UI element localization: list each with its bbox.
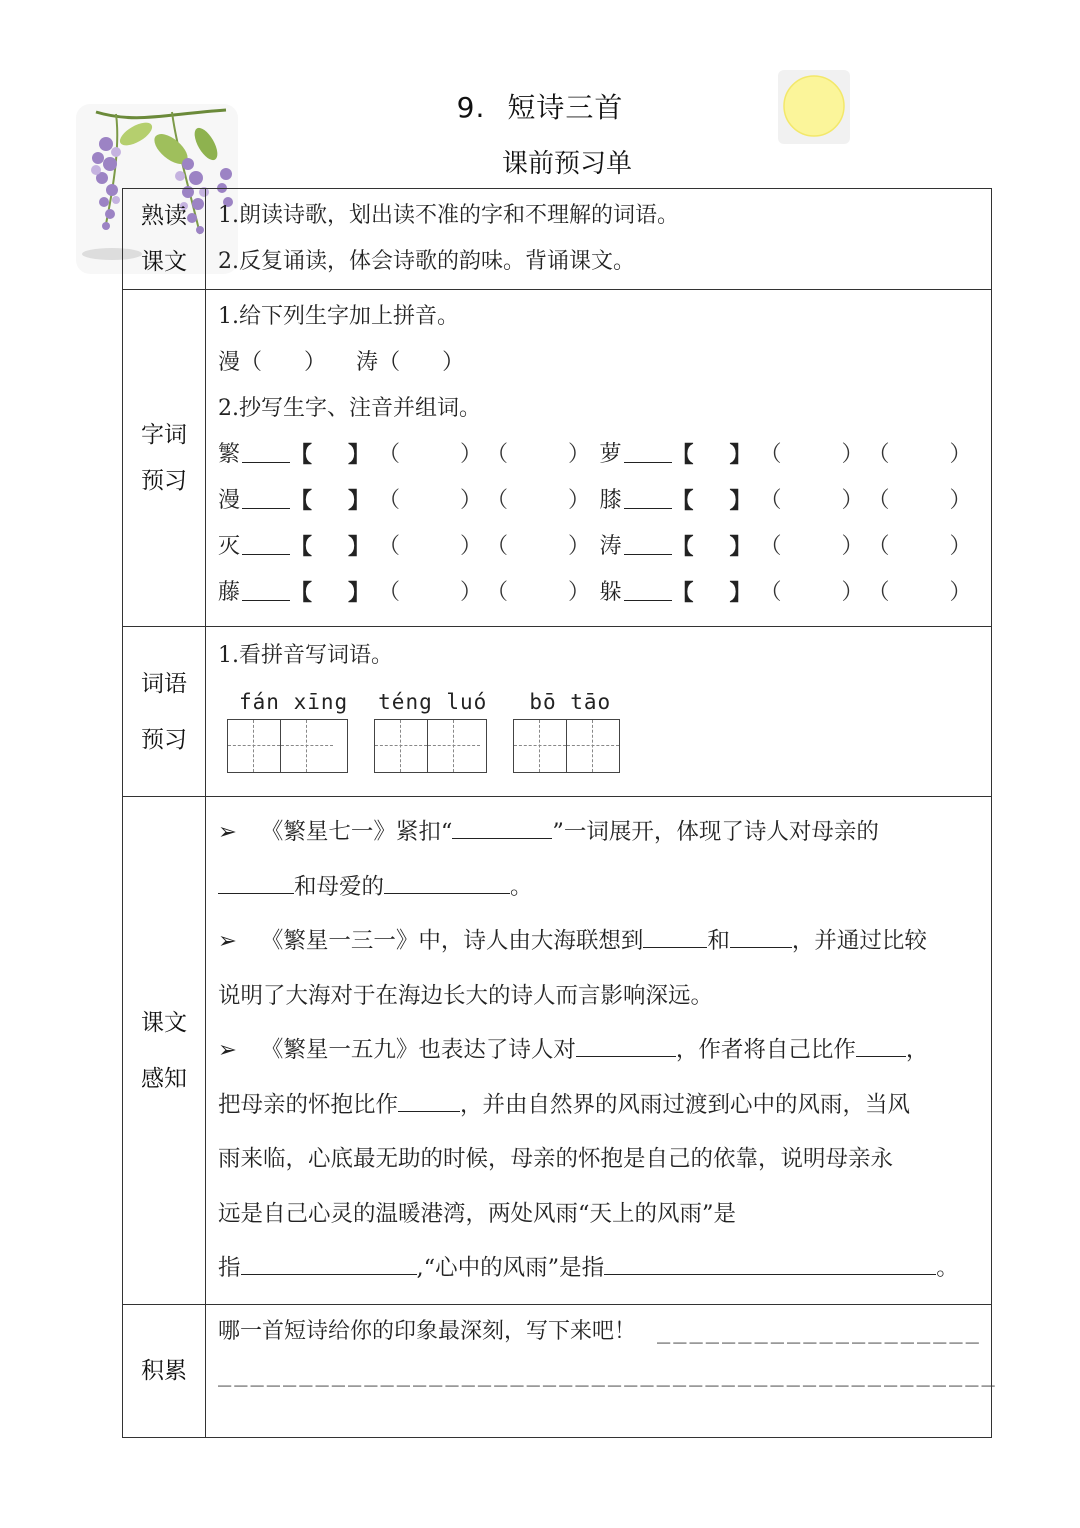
- answer-blank[interactable]: [452, 812, 552, 839]
- bullet-arrow-icon: ➢: [218, 928, 237, 954]
- answer-blank[interactable]: [384, 867, 510, 894]
- chars-task-1: 1.给下列生字加上拼音。: [218, 304, 459, 329]
- writing-dash-line[interactable]: ____________________: [657, 1319, 982, 1344]
- lesson-title: 短诗三首: [507, 91, 624, 124]
- copy-blank[interactable]: [624, 478, 672, 509]
- copy-blank[interactable]: [242, 478, 290, 509]
- chars-task-2: 2.抄写生字、注音并组词。: [218, 396, 481, 421]
- page-title: [0, 86, 1080, 126]
- section-chars-label: 字词 预习: [123, 290, 206, 627]
- copy-blank[interactable]: [242, 570, 290, 601]
- char-copy-row: 藤 【 】 （ ） （ ） 躲 【 】 （ ） （ ）: [218, 570, 981, 616]
- answer-blank[interactable]: [604, 1248, 936, 1275]
- bullet-arrow-icon: ➢: [218, 1037, 237, 1063]
- section-reading: [123, 189, 992, 290]
- answer-blank[interactable]: [218, 867, 294, 894]
- section-understanding-label: 课文 感知: [123, 797, 206, 1305]
- copy-blank[interactable]: [624, 524, 672, 555]
- section-accumulate: [123, 1305, 992, 1438]
- pinyin-label: téng luó: [378, 690, 488, 714]
- answer-blank[interactable]: [576, 1030, 676, 1057]
- accumulate-prompt: 哪一首短诗给你的印象最深刻，写下来吧！: [218, 1319, 637, 1344]
- pinyin-label: bō tāo: [529, 690, 612, 714]
- section-words: [123, 627, 992, 797]
- writing-dash-line[interactable]: ________________________________________________: [218, 1362, 998, 1387]
- words-task-1: 1.看拼音写词语。: [218, 643, 393, 668]
- answer-blank[interactable]: [730, 921, 792, 948]
- section-chars: [123, 290, 992, 627]
- writing-grid[interactable]: [513, 719, 620, 773]
- pinyin-answer-row: 漫（ ） 涛（ ）: [218, 350, 465, 375]
- reading-task-1: 1.朗读诗歌，划出读不准的字和不理解的词语。: [218, 203, 679, 228]
- copy-blank[interactable]: [242, 524, 290, 555]
- char-copy-row: 繁 【 】 （ ） （ ） 萝 【 】 （ ） （ ）: [218, 432, 981, 478]
- writing-grid[interactable]: [374, 719, 487, 773]
- answer-blank[interactable]: [398, 1085, 460, 1112]
- worksheet-table: [122, 188, 998, 1438]
- section-words-label: 词语 预习: [123, 627, 206, 797]
- answer-blank[interactable]: [856, 1030, 906, 1057]
- copy-blank[interactable]: [624, 570, 672, 601]
- bullet-arrow-icon: ➢: [218, 819, 237, 845]
- char-copy-row: 漫 【 】 （ ） （ ） 膝 【 】 （ ） （ ）: [218, 478, 981, 524]
- writing-grid[interactable]: [227, 719, 348, 773]
- answer-blank[interactable]: [643, 921, 707, 948]
- copy-blank[interactable]: [624, 432, 672, 463]
- understanding-paragraph: ➢ 《繁星七一》紧扣“ ”一词展开，体现了诗人对母亲的 和母爱的 。 ➢ 《繁星一三一》中，诗人由大海联想到 和 ，并通过比较 说明了大海对于在海边长大的诗人而言影响深远。 ➢ 《繁星一五九》也表达了诗人对 ，作者将自己比作 ， 把母亲的怀抱比作 ，并由自然界的风雨过渡到心中的风雨，当风 雨来临，心底最无助的时候，母亲的怀抱是自己的依靠，说明母亲永 远是自己心灵的温暖港湾，两处风雨“天上的风雨”是 指 ,“心中的风雨”是指 。: [218, 805, 981, 1296]
- pinyin-word-group: [227, 687, 348, 773]
- section-understanding: [123, 797, 992, 1305]
- pinyin-word-group: [374, 687, 487, 773]
- char-copy-row: 灭 【 】 （ ） （ ） 涛 【 】 （ ） （ ）: [218, 524, 981, 570]
- copy-blank[interactable]: [242, 432, 290, 463]
- pinyin-word-group: [513, 687, 620, 773]
- reading-task-2: 2.反复诵读，体会诗歌的韵味。背诵课文。: [218, 249, 635, 274]
- answer-blank[interactable]: [241, 1248, 417, 1275]
- worksheet-subtitle: 课前预习单: [501, 149, 632, 179]
- section-accumulate-label: 积累: [123, 1305, 206, 1438]
- pinyin-label: fán xīng: [239, 690, 349, 714]
- lesson-number: 9.: [456, 91, 486, 124]
- section-reading-label: 熟读 课文: [123, 189, 206, 290]
